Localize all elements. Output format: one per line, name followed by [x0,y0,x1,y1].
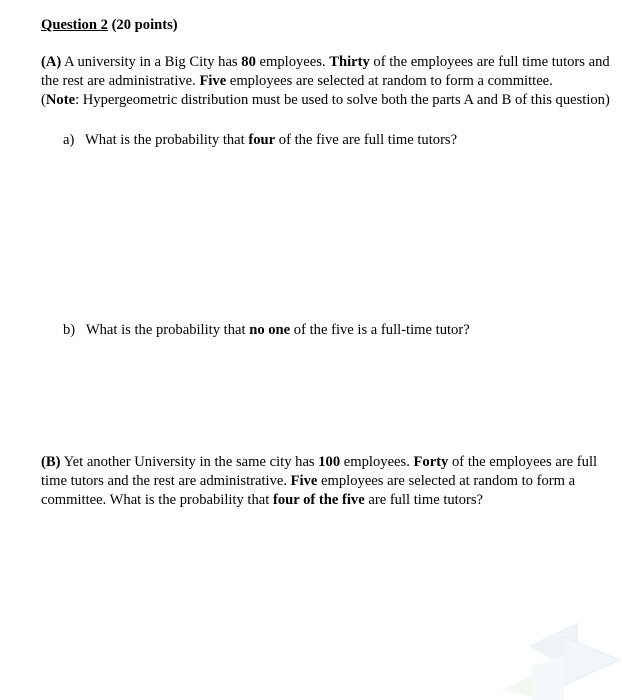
sub-question-b [63,321,470,340]
note-text: : Hypergeometric distribution must be used to solve both the parts A and B of this question) [75,92,610,108]
sub-question-a-text: What is the probability that [85,132,249,148]
part-b-label: (B) [41,454,61,470]
part-a-text: employees are selected at random to form a committee. [226,73,553,89]
sub-question-b-emphasis: no one [249,322,291,338]
part-b-text: of the employees are full [448,454,598,470]
question-points: (20 points) [111,17,178,33]
watermark-logo [498,616,622,700]
part-b-emphasis: four of the five [272,492,365,508]
part-a-text: A university in a Big City has [64,54,242,70]
part-a-employee-count: 80 [241,54,256,70]
part-b-tutor-count: Forty [413,454,449,470]
part-b-text: employees. [340,454,414,470]
part-b-text: Yet another University in the same city has [60,454,319,470]
part-a-text: employees. [255,54,330,70]
part-b-text: employees are selected at random to form a [317,473,576,489]
sub-question-b-text: What is the probability that [85,322,250,338]
part-b-employee-count: 100 [318,454,341,470]
part-b-statement [41,453,616,510]
sub-question-a [63,131,457,150]
note-paren: ( [41,92,46,108]
part-b-selection-count: Five [290,473,318,489]
note-label: Note [45,92,76,108]
sub-question-a-label: a) [63,132,75,148]
question-number: Question 2 [41,17,108,33]
part-b-text: are full time tutors? [364,492,484,508]
part-a-text: the rest are administrative. [41,73,200,89]
part-a-tutor-count: Thirty [329,54,370,70]
sub-question-b-label: b) [63,322,76,338]
part-a-statement [41,53,616,110]
part-a-label: (A) [41,54,62,70]
part-b-text: time tutors and the rest are administrative. [41,473,291,489]
part-a-selection-count: Five [199,73,227,89]
sub-question-b-text: of the five is a full-time tutor? [290,322,470,338]
sub-question-a-emphasis: four [248,132,276,148]
question-heading [41,16,178,35]
part-a-note [41,91,616,110]
part-a-text: of the employees are full time tutors and [369,54,610,70]
sub-question-a-text: of the five are full time tutors? [275,132,458,148]
part-b-text: committee. What is the probability that [41,492,273,508]
